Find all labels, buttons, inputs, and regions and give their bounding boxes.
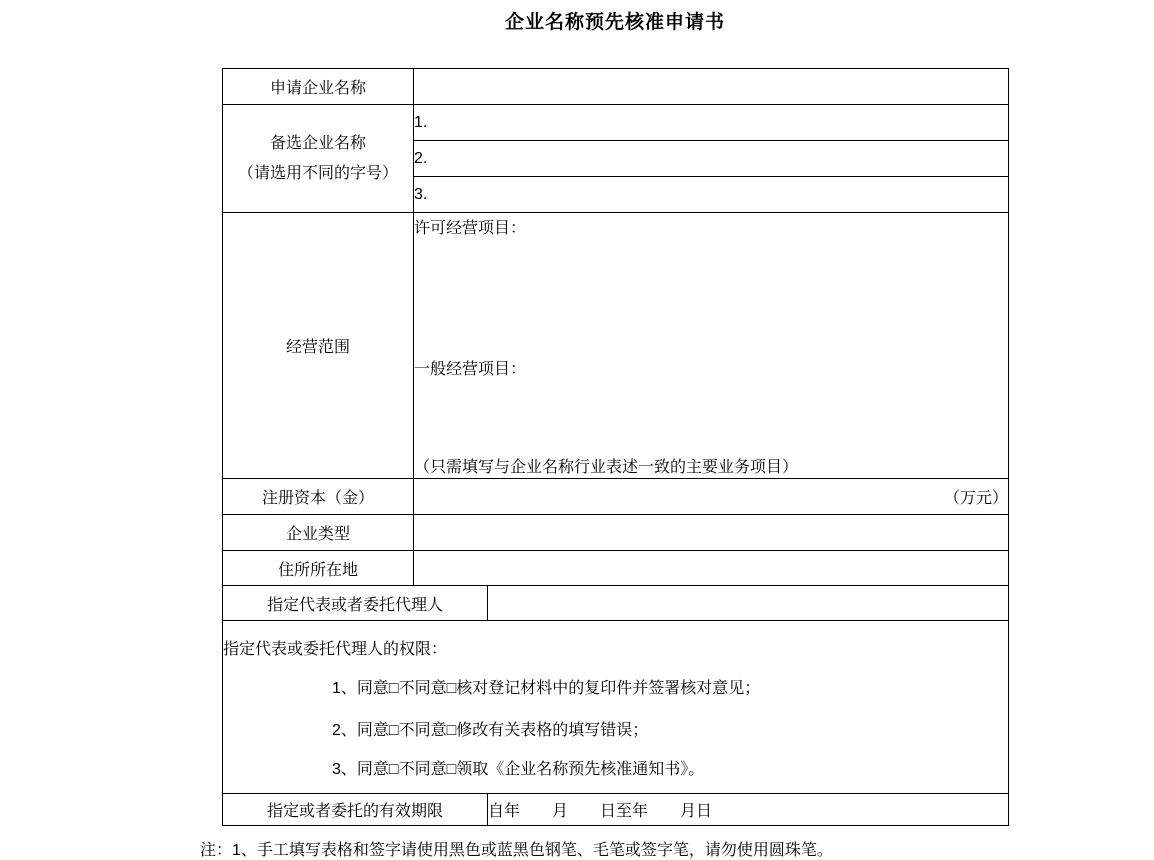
domicile-input-cell[interactable] bbox=[414, 551, 1009, 586]
enterprise-type-input-cell[interactable] bbox=[414, 515, 1009, 551]
page-title: 企业名称预先核准申请书 bbox=[504, 12, 725, 33]
alternative-names-label-line1: 备选企业名称 bbox=[269, 134, 366, 152]
table-row bbox=[223, 794, 1009, 826]
table-row bbox=[223, 105, 1009, 141]
application-form-table bbox=[222, 68, 1009, 826]
designated-representative-label: 指定代表或者委托代理人 bbox=[223, 586, 488, 621]
alternative-name-3-cell[interactable]: 3. bbox=[414, 177, 1009, 213]
registered-capital-unit: （万元） bbox=[943, 490, 1008, 507]
enterprise-type-label: 企业类型 bbox=[223, 515, 414, 551]
licensed-items-label: 许可经营项目： bbox=[414, 219, 527, 237]
designated-representative-input-cell[interactable] bbox=[488, 586, 1009, 621]
business-scope-hint: （只需填写与企业名称行业表述一致的主要业务项目） bbox=[414, 458, 799, 476]
power-item-3: 3、同意□不同意□领取《企业名称预先核准通知书》。 bbox=[332, 760, 705, 778]
table-row bbox=[223, 621, 1009, 794]
applied-name-label: 申请企业名称 bbox=[223, 69, 414, 105]
table-row bbox=[223, 69, 1009, 105]
applied-name-input-cell[interactable] bbox=[414, 69, 1009, 105]
validity-period-label: 指定或者委托的有效期限 bbox=[223, 794, 488, 826]
power-item-1: 1、同意□不同意□核对登记材料中的复印件并签署核对意见； bbox=[332, 679, 761, 697]
domicile-label: 住所所在地 bbox=[223, 551, 414, 586]
table-row bbox=[223, 213, 1009, 479]
alternative-name-1-cell[interactable]: 1. bbox=[414, 105, 1009, 141]
table-row bbox=[223, 586, 1009, 621]
table-row bbox=[223, 515, 1009, 551]
powers-header: 指定代表或委托代理人的权限： bbox=[223, 640, 448, 658]
registered-capital-input-cell[interactable] bbox=[414, 479, 1009, 515]
registered-capital-label: 注册资本（金） bbox=[223, 479, 414, 515]
footer-note: 注：1、手工填写表格和签字请使用黑色或蓝黑色钢笔、毛笔或签字笔，请勿使用圆珠笔。 bbox=[200, 842, 833, 859]
business-scope-label: 经营范围 bbox=[223, 213, 414, 479]
validity-period-input-cell[interactable]: 自年 月 日至年 月日 bbox=[488, 794, 1009, 826]
general-items-label: 一般经营项目： bbox=[414, 360, 527, 378]
power-item-2: 2、同意□不同意□修改有关表格的填写错误； bbox=[332, 721, 649, 739]
business-scope-input-cell[interactable] bbox=[414, 213, 1009, 479]
alternative-name-2-cell[interactable]: 2. bbox=[414, 141, 1009, 177]
table-row bbox=[223, 479, 1009, 515]
alternative-names-label-line2: （请选用不同的字号） bbox=[237, 164, 398, 182]
representative-powers-cell bbox=[223, 621, 1009, 794]
alternative-names-label bbox=[223, 105, 414, 213]
table-row bbox=[223, 551, 1009, 586]
